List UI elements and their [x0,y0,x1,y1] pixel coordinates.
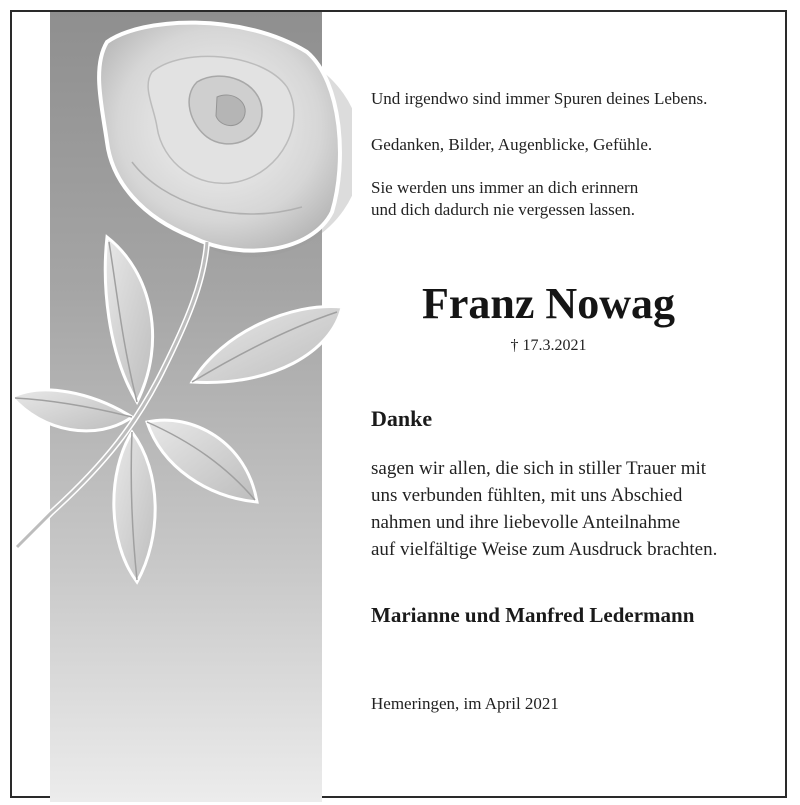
deceased-name: Franz Nowag [422,279,675,328]
thanks-text [371,455,717,563]
thanks-line: nahmen und ihre liebevolle Anteilnahme [371,512,681,533]
thanks-line: sagen wir allen, die sich in stiller Trauer mit [371,458,707,479]
poem-line-1: Und irgendwo sind immer Spuren deines Lebens. [371,89,708,108]
poem-stanza-3 [371,177,638,221]
place-and-date: Hemeringen, im April 2021 [371,694,559,713]
obituary-frame [10,10,787,798]
death-date: † 17.3.2021 [510,337,587,354]
rose-illustration [12,12,352,652]
thanks-line: auf vielfältige Weise zum Ausdruck brachten. [371,539,718,560]
thanks-heading: Danke [371,406,433,431]
poem-line-2: Gedanken, Bilder, Augenblicke, Gefühle. [371,135,653,154]
thanks-line: uns verbunden fühlten, mit uns Abschied [371,485,683,506]
signers: Marianne und Manfred Ledermann [371,603,695,627]
poem-line-3b: und dich dadurch nie vergessen lassen. [371,200,636,219]
poem-line-3a: Sie werden uns immer an dich erinnern [371,178,639,197]
